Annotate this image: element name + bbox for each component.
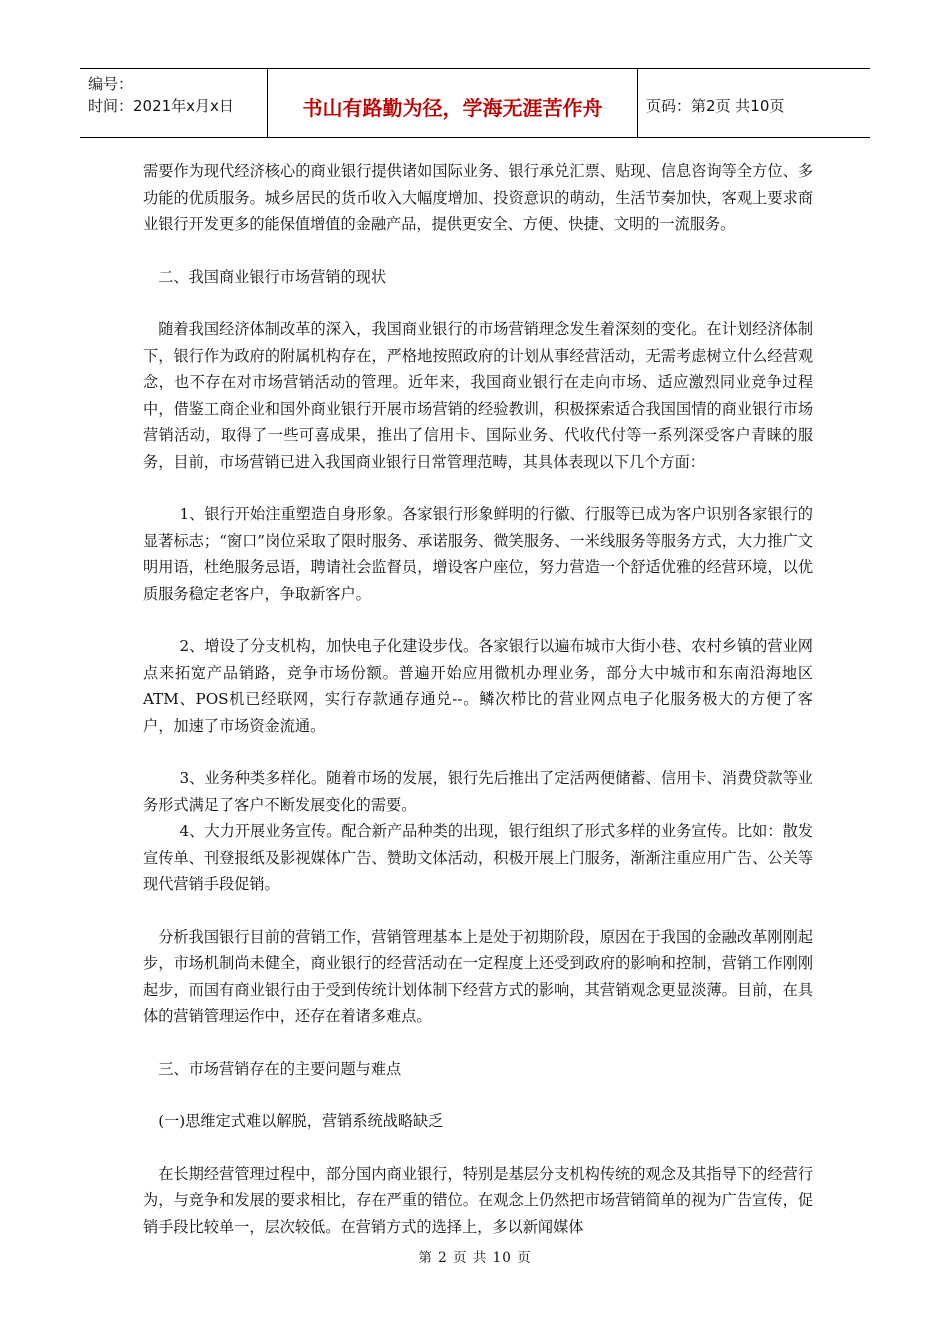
document-body	[143, 158, 813, 1240]
paragraph: 需要作为现代经济核心的商业银行提供诸如国际业务、银行承兑汇票、贴现、信息咨询等全方位、多功能的优质服务。城乡居民的货币收入大幅度增加、投资意识的萌动，生活节奏加快，客观上要求商业银行开发更多的能保值增值的金融产品，提供更安全、方便、快捷、文明的一流服务。	[143, 162, 813, 233]
header-meta	[80, 69, 268, 137]
list-item: 3、业务种类多样化。随着市场的发展，银行先后推出了定活两便储蓄、信用卡、消费贷款等业务形式满足了客户不断发展变化的需要。	[143, 769, 813, 814]
header-motto: 书山有路勤为径，学海无涯苦作舟	[268, 69, 638, 137]
subsection-heading: (一)思维定式难以解脱，营销系统战略缺乏	[158, 1112, 444, 1130]
section-heading: 二、我国商业银行市场营销的现状	[158, 267, 386, 286]
document-date: 时间：2021年x月x日	[88, 97, 234, 115]
page-header	[80, 68, 870, 138]
document-number-label: 编号：	[88, 75, 134, 93]
list-item: 2、增设了分支机构，加快电子化建设步伐。各家银行以遍布城市大街小巷、农村乡镇的营业网点来拓宽产品销路，竞争市场份额。普遍开始应用微机办理业务，部分大中城市和东南沿海地区ATM、POS机已经联网，实行存款通存通兑--。鳞次栉比的营业网点电子化服务极大的方便了客户，加速了市场资金流通。	[143, 637, 813, 735]
list-item: 1、银行开始注重塑造自身形象。各家银行形象鲜明的行徽、行服等已成为客户识别各家银行的显著标志；“窗口”岗位采取了限时服务、承诺服务、微笑服务、一米线服务等服务方式，大力推广文明用语，杜绝服务忌语，聘请社会监督员，增设客户座位，努力营造一个舒适优雅的经营环境，以优质服务稳定老客户，争取新客户。	[143, 505, 813, 603]
list-item: 4、大力开展业务宣传。配合新产品种类的出现，银行组织了形式多样的业务宣传。比如：散发宣传单、刊登报纸及影视媒体广告、赞助文体活动，积极开展上门服务，渐渐注重应用广告、公关等现代营销手段促销。	[143, 822, 813, 893]
paragraph: 在长期经营管理过程中，部分国内商业银行，特别是基层分支机构传统的观念及其指导下的经营行为，与竞争和发展的要求相比，存在严重的错位。在观念上仍然把市场营销简单的视为广告宣传，促销手段比较单一，层次较低。在营销方式的选择上，多以新闻媒体	[143, 1164, 813, 1236]
paragraph: 随着我国经济体制改革的深入，我国商业银行的市场营销理念发生着深刻的变化。在计划经济体制下，银行作为政府的附属机构存在，严格地按照政府的计划从事经营活动，无需考虑树立什么经营观念，也不存在对市场营销活动的管理。近年来，我国商业银行在走向市场、适应激烈同业竞争过程中，借鉴工商企业和国外商业银行开展市场营销的经验教训，积极探索适合我国国情的商业银行市场营销活动，取得了一些可喜成果，推出了信用卡、国际业务、代收代付等一系列深受客户青睐的服务，目前，市场营销已进入我国商业银行日常管理范畴，其具体表现以下几个方面：	[143, 320, 813, 471]
paragraph: 分析我国银行目前的营销工作，营销管理基本上是处于初期阶段，原因在于我国的金融改革刚刚起步，市场机制尚未健全，商业银行的经营活动在一定程度上还受到政府的影响和控制，营销工作刚刚起步，而国有商业银行由于受到传统计划体制下经营方式的影响，其营销观念更显淡薄。目前，在具体的营销管理运作中，还存在着诸多难点。	[143, 927, 813, 1025]
page-footer: 第 2 页 共 10 页	[418, 1250, 532, 1266]
header-page-info: 页码：第2页 共10页	[646, 96, 785, 115]
section-heading: 三、市场营销存在的主要问题与难点	[158, 1059, 402, 1078]
